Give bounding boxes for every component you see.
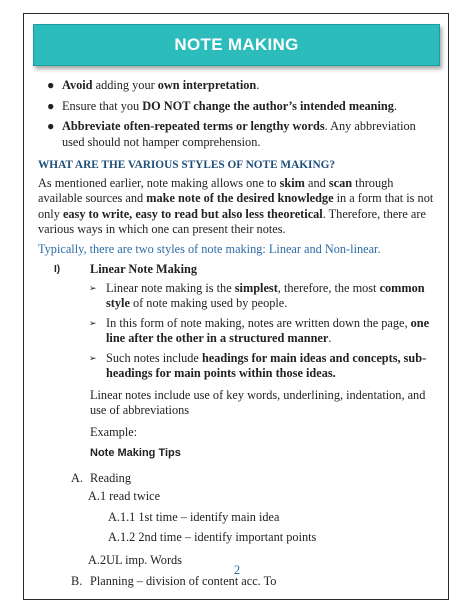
page-number: 2: [233, 563, 241, 577]
list-item: ➢ In this form of note making, notes are written down the page, one line after the other in a structured manner.: [89, 315, 430, 345]
list-item: ● Ensure that you DO NOT change the author’s intended meaning.: [47, 98, 397, 113]
styles-summary: Typically, there are two styles of note making: Linear and Non-linear.: [38, 241, 381, 256]
arrowhead-icon: ➢: [89, 317, 97, 328]
document-body: [38, 78, 438, 590]
list-item: ● Avoid adding your own interpretation.: [47, 78, 260, 92]
example-label: Example:: [90, 424, 138, 439]
outline-item-a12: A.1.2 2nd time – identify important points: [108, 530, 317, 544]
section-heading: WHAT ARE THE VARIOUS STYLES OF NOTE MAKING?: [38, 159, 336, 171]
linear-heading: [38, 262, 438, 278]
bullet-icon: ●: [47, 119, 55, 133]
outline-letter: A.: [71, 470, 83, 485]
arrowhead-icon: ➢: [89, 282, 97, 293]
intro-paragraph: As mentioned earlier, note making allows one to skim and scan through available sources and make note of the desired knowledge in a form that is not only easy to write, easy to read but also less theoretical. Therefore, there are various ways in which one can present their notes.: [38, 175, 434, 236]
arrowhead-icon: ➢: [89, 352, 97, 363]
linear-title: Linear Note Making: [90, 262, 198, 276]
title-banner: [33, 24, 440, 66]
tips-title: Note Making Tips: [90, 447, 181, 459]
outline-item-a1: A.1 read twice: [88, 489, 161, 503]
outline-item-a11: A.1.1 1st time – identify main idea: [108, 509, 280, 524]
linear-summary: Linear notes include use of key words, underlining, indentation, and use of abbreviations: [90, 387, 426, 417]
outline-item-a2: A.2UL imp. Words: [88, 552, 182, 567]
outline-text: Planning – division of content acc. To: [90, 574, 277, 588]
top-bullet-list: [38, 78, 438, 150]
linear-points: [38, 281, 438, 382]
roman-numeral: I): [54, 264, 61, 275]
list-item: ➢ Such notes include headings for main ideas and concepts, sub-headings for main points within those ideas.: [89, 350, 427, 380]
bullet-icon: ●: [47, 78, 55, 92]
outline-text: Reading: [90, 470, 131, 485]
bullet-icon: ●: [47, 98, 55, 113]
outline-letter: B.: [71, 574, 83, 588]
list-item: ➢ Linear note making is the simplest, therefore, the most common style of note making used by people.: [89, 280, 425, 310]
list-item: ● Abbreviate often-repeated terms or lengthy words. Any abbreviation used should not hamper comprehension.: [47, 119, 416, 149]
page-title: NOTE MAKING: [174, 35, 299, 54]
outline-item-a: [38, 471, 438, 487]
